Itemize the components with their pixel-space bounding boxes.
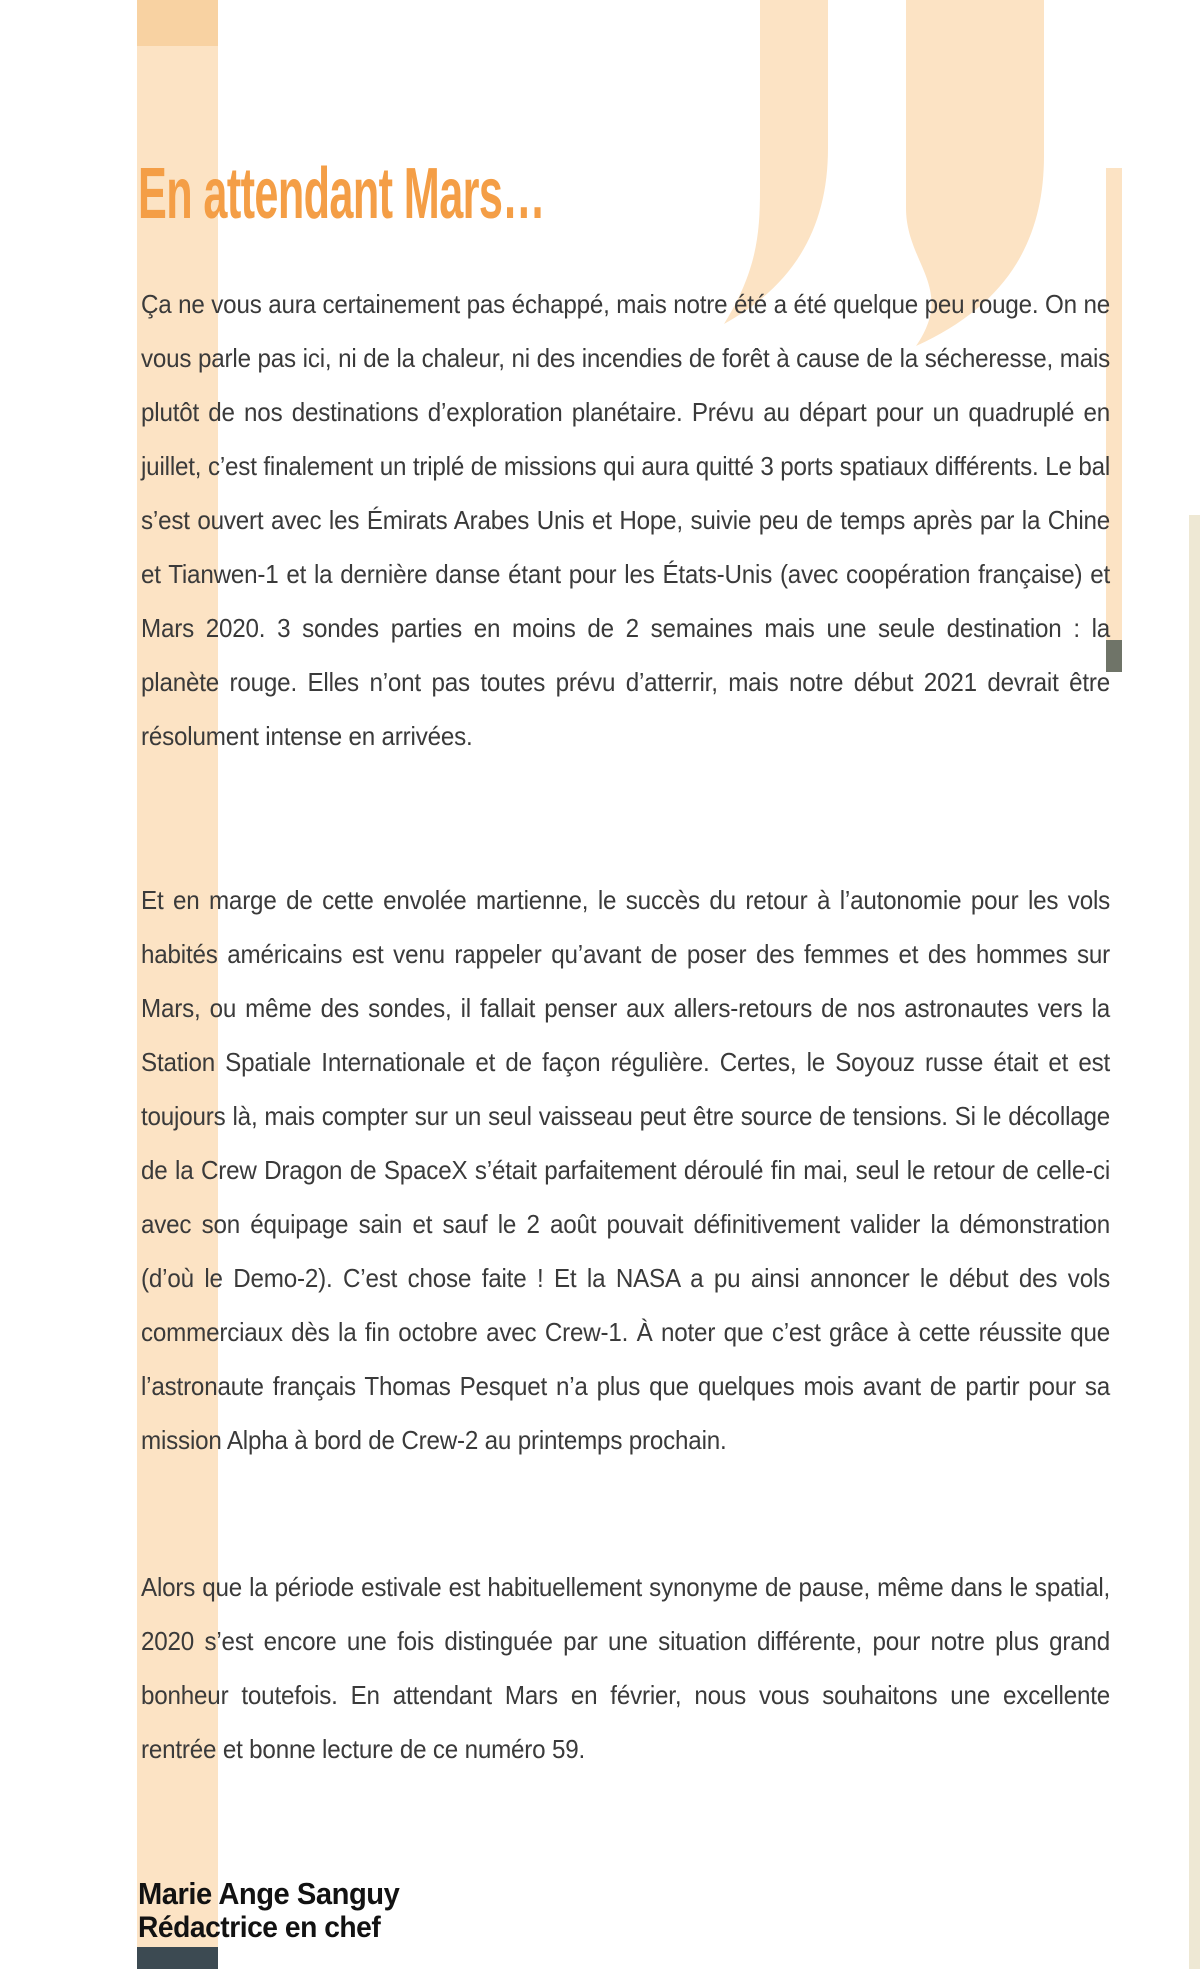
signature-name: Marie Ange Sanguy [138,1876,400,1911]
editorial-paragraph-1: Ça ne vous aura certainement pas échappé, mais notre été a été quelque peu rouge. On ne vous parle pas ici, ni de la chaleur, ni des incendies de forêt à cause de la sécheresse, mais plutôt de nos destinations d’exploration planétaire. Prévu au départ pour un quadruplé en juillet, c’est finalement un triplé de missions qui aura quitté 3 ports spatiaux différents. Le bal s’est ouvert avec les Émirats Arabes Unis et Hope, suivie peu de temps après par la Chine et Tianwen-1 et la dernière danse étant pour les États-Unis (avec coopération française) et Mars 2020. 3 sondes parties en moins de 2 semaines mais une seule destination : la planète rouge. Elles n’ont pas toutes prévu d’atterrir, mais notre début 2021 devrait être résolument intense en arrivées. [141,289,1111,751]
editorial-paragraph-3: Alors que la période estivale est habituellement synonyme de pause, même dans le spatial, 2020 s’est encore une fois distinguée par une situation différente, pour notre plus grand bonheur toutefois. En attendant Mars en février, nous vous souhaitons une excellente rentrée et bonne lecture de ce numéro 59. [141,1572,1111,1764]
page-edge-shadow [1189,515,1200,1969]
page-title: En attendant Mars… [138,154,545,234]
left-stripe-top-cap [137,0,218,46]
left-stripe-bottom-mark [137,1947,218,1969]
signature-role: Rédactrice en chef [138,1911,381,1944]
editorial-paragraph-2: Et en marge de cette envolée martienne, le succès du retour à l’autonomie pour les vols habités américains est venu rappeler qu’avant de poser des femmes et des hommes sur Mars, ou même des sondes, il fallait penser aux allers-retours de nos astronautes vers la Station Spatiale Internationale et de façon régulière. Certes, le Soyouz russe était et est toujours là, mais compter sur un seul vaisseau peut être source de tensions. Si le décollage de la Crew Dragon de SpaceX s’était parfaitement déroulé fin mai, seul le retour de celle-ci avec son équipage sain et sauf le 2 août pouvait définitivement valider la démonstration (d’où le Demo-2). C’est chose faite ! Et la NASA a pu ainsi annoncer le début des vols commerciaux dès la fin octobre avec Crew-1. À noter que c’est grâce à cette réussite que l’astronaute français Thomas Pesquet n’a plus que quelques mois avant de partir pour sa mission Alpha à bord de Crew-2 au printemps prochain. [141,885,1111,1455]
